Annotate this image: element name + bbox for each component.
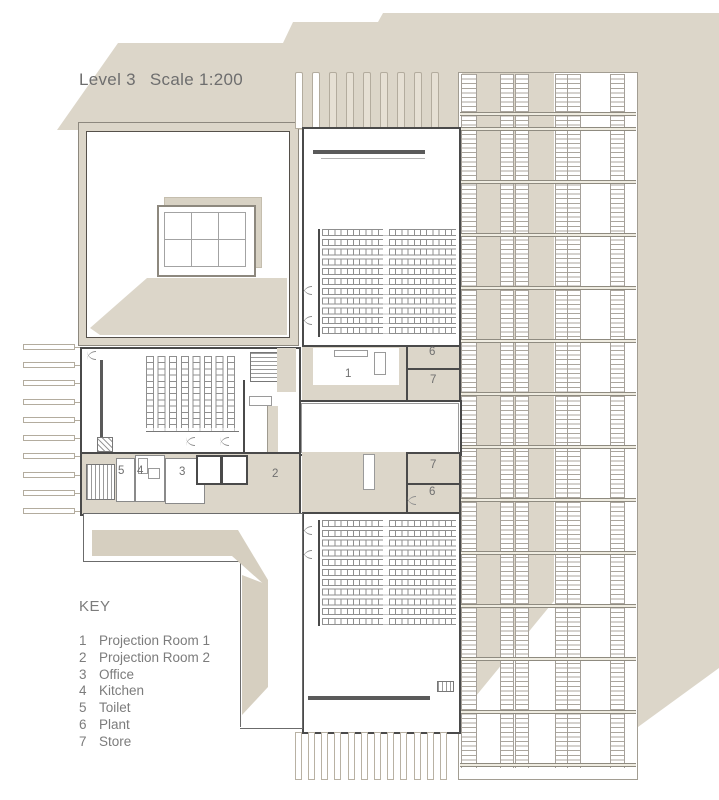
page-title <box>79 70 243 90</box>
room-mark-7-bottom: 7 <box>430 459 437 471</box>
key-item: 1 Projection Room 1 <box>79 633 211 648</box>
key-item: 2 Projection Room 2 <box>79 649 211 665</box>
shelf-fixture <box>249 396 272 406</box>
walkway-wall <box>240 559 241 727</box>
key-item: 7 Store <box>79 733 132 749</box>
door-arc <box>407 496 416 505</box>
louvre <box>23 362 75 368</box>
projection-room-2-corridor <box>302 452 406 514</box>
roof-slat <box>387 732 394 780</box>
kitchen-fixture <box>148 468 160 479</box>
roof-slat <box>308 732 315 780</box>
roof-slat <box>361 732 368 780</box>
roof-slat <box>400 732 407 780</box>
louvre <box>23 508 75 514</box>
partition-wall <box>243 380 245 452</box>
room-mark-7-top: 7 <box>430 374 437 386</box>
roof-slat <box>295 732 302 780</box>
stair-west <box>86 464 115 500</box>
central-void <box>298 400 462 456</box>
step-fixture <box>437 681 454 692</box>
door-arc <box>186 437 195 446</box>
louvre <box>23 453 75 459</box>
louvre <box>23 490 75 496</box>
key-item: 5 Toilet <box>79 700 131 716</box>
louvre <box>23 472 75 478</box>
key-item: 4 Kitchen <box>79 683 145 699</box>
roof-slat <box>374 732 381 780</box>
roof-slat <box>348 732 355 780</box>
projector-fixture <box>374 352 386 375</box>
room-mark-6-bottom: 6 <box>429 486 436 498</box>
east-facade-screen <box>458 72 638 780</box>
roof-slat <box>363 72 371 129</box>
room-mark-3: 3 <box>179 466 186 478</box>
cinema2-seats-right <box>389 520 456 626</box>
wall-shadow <box>277 348 296 392</box>
louvre <box>23 399 75 405</box>
roof-slat <box>321 732 328 780</box>
skylight-glazing-grid <box>164 212 246 267</box>
stair <box>250 352 278 382</box>
roof-slat <box>414 732 421 780</box>
cinema1-seats-right <box>389 229 456 336</box>
key-item: 3 Office <box>79 666 135 682</box>
bench-fixture <box>334 350 368 357</box>
hatch-fixture <box>97 437 113 452</box>
roof-slat <box>380 72 388 129</box>
title-level: Level 3 <box>79 70 136 89</box>
door-arc <box>303 316 312 325</box>
key-heading: KEY <box>79 598 111 615</box>
cinema2-seats-left <box>322 520 383 626</box>
key-item: 6 Plant <box>79 716 130 732</box>
room-mark-2: 2 <box>272 468 279 480</box>
roof-slat <box>431 72 439 129</box>
louvre <box>23 344 75 350</box>
door-arc <box>303 526 312 535</box>
door-arc <box>303 286 312 295</box>
projector-fixture <box>363 454 375 490</box>
walkway-shadow <box>92 530 233 556</box>
door-arc <box>220 437 229 446</box>
roof-slat <box>334 732 341 780</box>
store-closet <box>221 455 248 485</box>
roof-slat <box>397 72 405 129</box>
roof-slat <box>329 72 337 129</box>
cinema1-screen <box>313 150 425 154</box>
key-legend <box>79 598 210 751</box>
cinema3-screen <box>100 360 103 437</box>
facade-floor-lines <box>460 73 636 777</box>
roof-slat <box>312 72 320 129</box>
roof-slat <box>427 732 434 780</box>
roof-slat <box>414 72 422 129</box>
cinema3-front-line <box>146 431 239 432</box>
louvre <box>23 417 75 423</box>
title-scale: Scale 1:200 <box>149 70 244 89</box>
room-mark-5: 5 <box>118 465 125 477</box>
cinema3-seats <box>146 356 239 428</box>
cinema2-screen <box>308 696 430 700</box>
louvre <box>23 380 75 386</box>
cinema1-side-wall <box>318 229 320 337</box>
roof-slat <box>440 732 447 780</box>
door-arc <box>303 550 312 559</box>
shadow-right <box>636 126 719 727</box>
cinema1-screen-line <box>321 158 425 159</box>
room-mark-1: 1 <box>345 368 352 380</box>
louvre <box>23 435 75 441</box>
cinema1-seats-left <box>322 229 383 336</box>
roof-slat <box>346 72 354 129</box>
cinema2-side-wall <box>318 520 320 626</box>
roof-slat <box>295 72 303 129</box>
room-mark-6-top: 6 <box>429 346 436 358</box>
store-closet <box>196 455 222 485</box>
door-arc <box>87 351 96 360</box>
wall-shadow <box>267 406 278 452</box>
room-mark-4: 4 <box>137 465 144 477</box>
